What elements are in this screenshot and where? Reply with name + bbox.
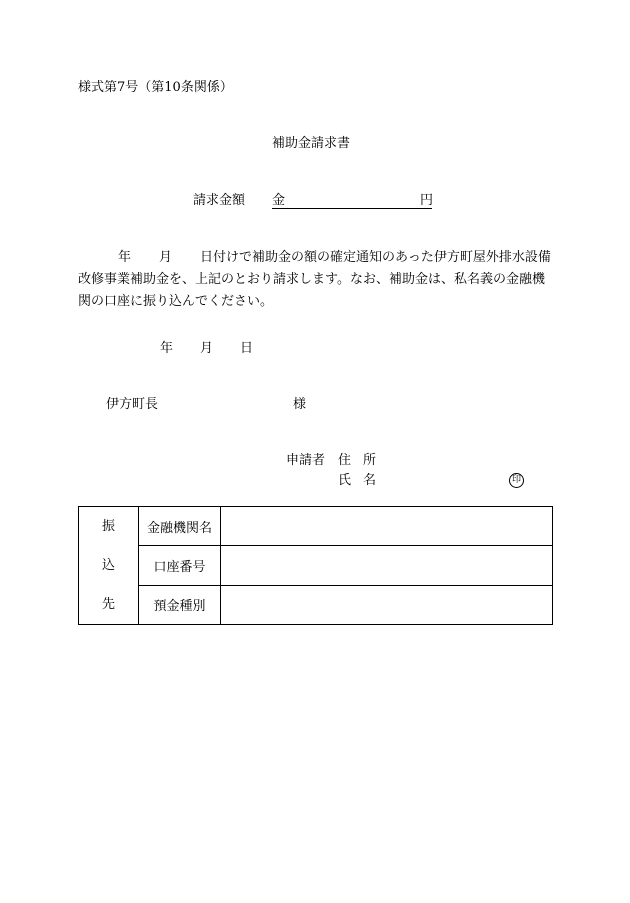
address-label-second: 所: [363, 453, 377, 468]
deposit-type-label: 預金種別: [139, 585, 221, 624]
side-char-komi: 込: [101, 558, 115, 573]
date-year: 年: [160, 341, 174, 356]
table-row: [79, 507, 553, 546]
statement-text: 日付けで補助金の額の確定通知のあった伊方町屋外排水設備改修事業補助金を、上記のとおり請求します。なお、補助金は、私名義の金融機関の口座に振り込んでください。: [78, 250, 551, 309]
deposit-type-field[interactable]: [221, 585, 553, 624]
side-char-saki: 先: [101, 597, 115, 612]
addressee-honorific: 様: [293, 397, 307, 412]
bank-account-table: [78, 506, 553, 625]
account-number-field[interactable]: [221, 546, 553, 585]
statement-month: 月: [159, 250, 173, 265]
applicant-label: 申請者: [286, 453, 326, 468]
addressee-title: 伊方町長: [106, 397, 159, 412]
statement-year: 年: [118, 250, 132, 265]
bank-name-field[interactable]: [221, 507, 553, 546]
date-day: 日: [240, 341, 254, 356]
request-statement: [78, 247, 556, 313]
amount-unit: 円: [420, 193, 434, 208]
table-row: [79, 546, 553, 585]
bank-name-label: 金融機関名: [139, 507, 221, 546]
seal-icon: 印: [509, 473, 524, 488]
amount-label: 請求金額: [193, 193, 246, 208]
date-month: 月: [200, 341, 214, 356]
document-title: 補助金請求書: [272, 136, 351, 151]
amount-field[interactable]: [272, 192, 432, 209]
address-label-first: 住: [338, 453, 352, 468]
name-label-second: 名: [363, 473, 377, 488]
form-number: 様式第7号（第10条関係）: [78, 80, 233, 95]
side-char-furi: 振: [101, 519, 115, 534]
amount-prefix: 金: [272, 193, 286, 208]
account-number-label: 口座番号: [139, 546, 221, 585]
name-label-first: 氏: [338, 473, 352, 488]
transfer-destination-header: [79, 507, 139, 625]
table-row: [79, 585, 553, 624]
